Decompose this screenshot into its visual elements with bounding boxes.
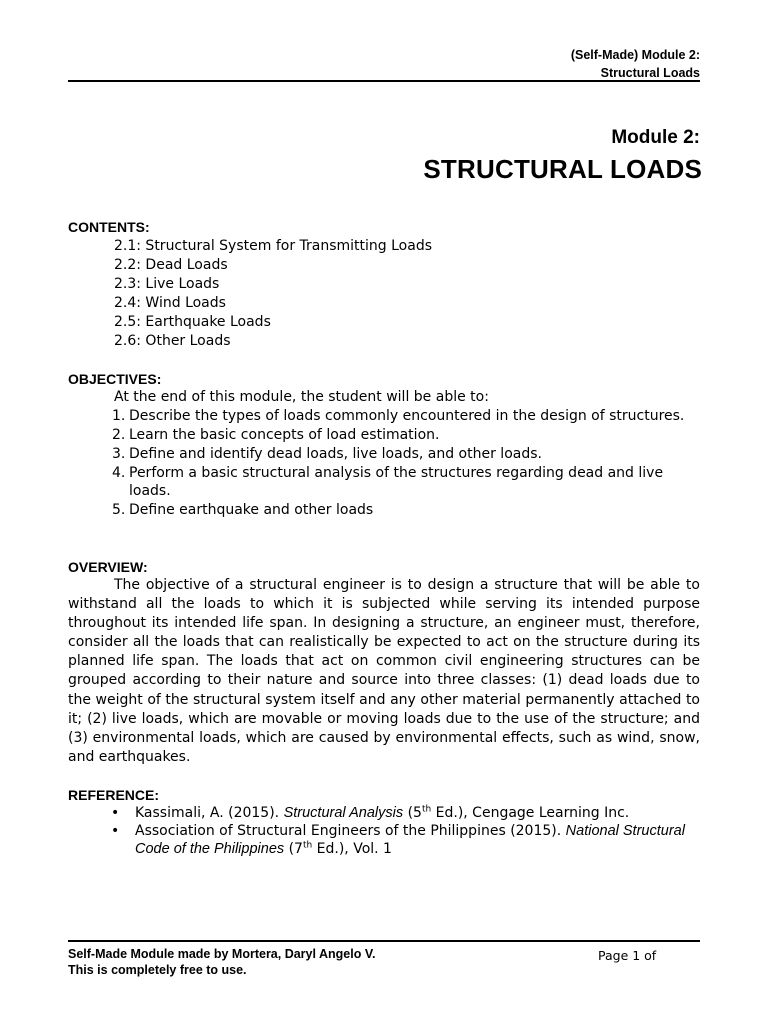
reference-edition: (5 [403,805,422,821]
reference-edition-suffix: th [421,804,432,815]
reference-edition: (7 [284,841,303,857]
list-item [112,427,708,445]
header-topic-line: Structural Loads [600,66,700,80]
reference-author: Kassimali, A. (2015). [135,805,284,821]
reference-heading: REFERENCE: [68,787,160,803]
reference-publisher: Ed.), Cengage Learning Inc. [431,805,630,821]
bullet-icon: • [111,823,120,839]
list-item [112,502,708,520]
header-rule [68,80,700,82]
objectives-list [112,408,708,521]
list-text: Perform a basic structural analysis of the structures regarding dead and live loads. [129,465,664,499]
list-number: 2. [112,427,126,443]
contents-item: 2.2: Dead Loads [114,257,228,273]
objectives-heading: OBJECTIVES: [68,371,162,387]
contents-item: 2.1: Structural System for Transmitting Loads [114,238,433,254]
page-number: Page 1 of [598,948,657,963]
list-number: 1. [112,408,126,424]
list-number: 4. [112,465,126,481]
contents-item: 2.3: Live Loads [114,276,220,292]
contents-item: 2.4: Wind Loads [114,295,226,311]
list-text: Describe the types of loads commonly encountered in the design of structures. [129,408,685,424]
contents-item: 2.5: Earthquake Loads [114,314,271,330]
running-header [571,46,700,82]
reference-author: Association of Structural Engineers of the Philippines (2015). [135,823,566,839]
reference-text [135,822,708,858]
reference-publisher: Ed.), Vol. 1 [312,841,392,857]
bullet-icon: • [111,805,120,821]
reference-text [135,804,708,822]
module-number: Module 2: [611,127,700,148]
reference-title: National Structural Code of the Philippines [135,823,685,857]
footer-license-line: This is completely free to use. [68,963,247,977]
contents-item: 2.6: Other Loads [114,333,231,349]
list-text: Learn the basic concepts of load estimation. [129,427,440,443]
contents-list [114,237,432,351]
list-text: Define and identify dead loads, live loads, and other loads. [129,446,542,462]
list-item [112,408,708,426]
list-number: 3. [112,446,126,462]
footer-credits [68,946,375,978]
reference-item [108,822,708,858]
overview-heading: OVERVIEW: [68,559,148,575]
reference-title: Structural Analysis [283,805,404,821]
objectives-intro: At the end of this module, the student will be able to: [114,389,489,405]
reference-edition-suffix: th [302,840,313,851]
overview-paragraph: The objective of a structural engineer is to design a structure that will be able to withstand all the loads to which it is subjected while serving its intended purpose throughout its intended life span. In designing a structure, an engineer must, therefore, consider all the loads that can realistically be expected to act on the structure during its planned life span. The loads that act on common civil engineering structures can be grouped according to their nature and source into three classes: (1) dead loads due to the weight of the structural system itself and any other material permanently attached to it; (2) live loads, which are movable or moving loads due to the use of the structure; and (3) environmental loads, which are caused by environmental effects, such as wind, snow, and earthquakes. [68,577,700,765]
list-item [112,446,708,464]
list-text: Define earthquake and other loads [129,501,374,518]
header-module-line: (Self-Made) Module 2: [570,48,700,62]
list-number: 5. [112,501,126,518]
footer-rule [68,940,700,942]
footer-author-line: Self-Made Module made by Mortera, Daryl Angelo V. [68,947,376,961]
reference-list [108,804,708,858]
page-title: STRUCTURAL LOADS [423,154,702,184]
list-item [112,465,708,500]
reference-item [108,804,708,822]
contents-heading: CONTENTS: [68,219,150,235]
